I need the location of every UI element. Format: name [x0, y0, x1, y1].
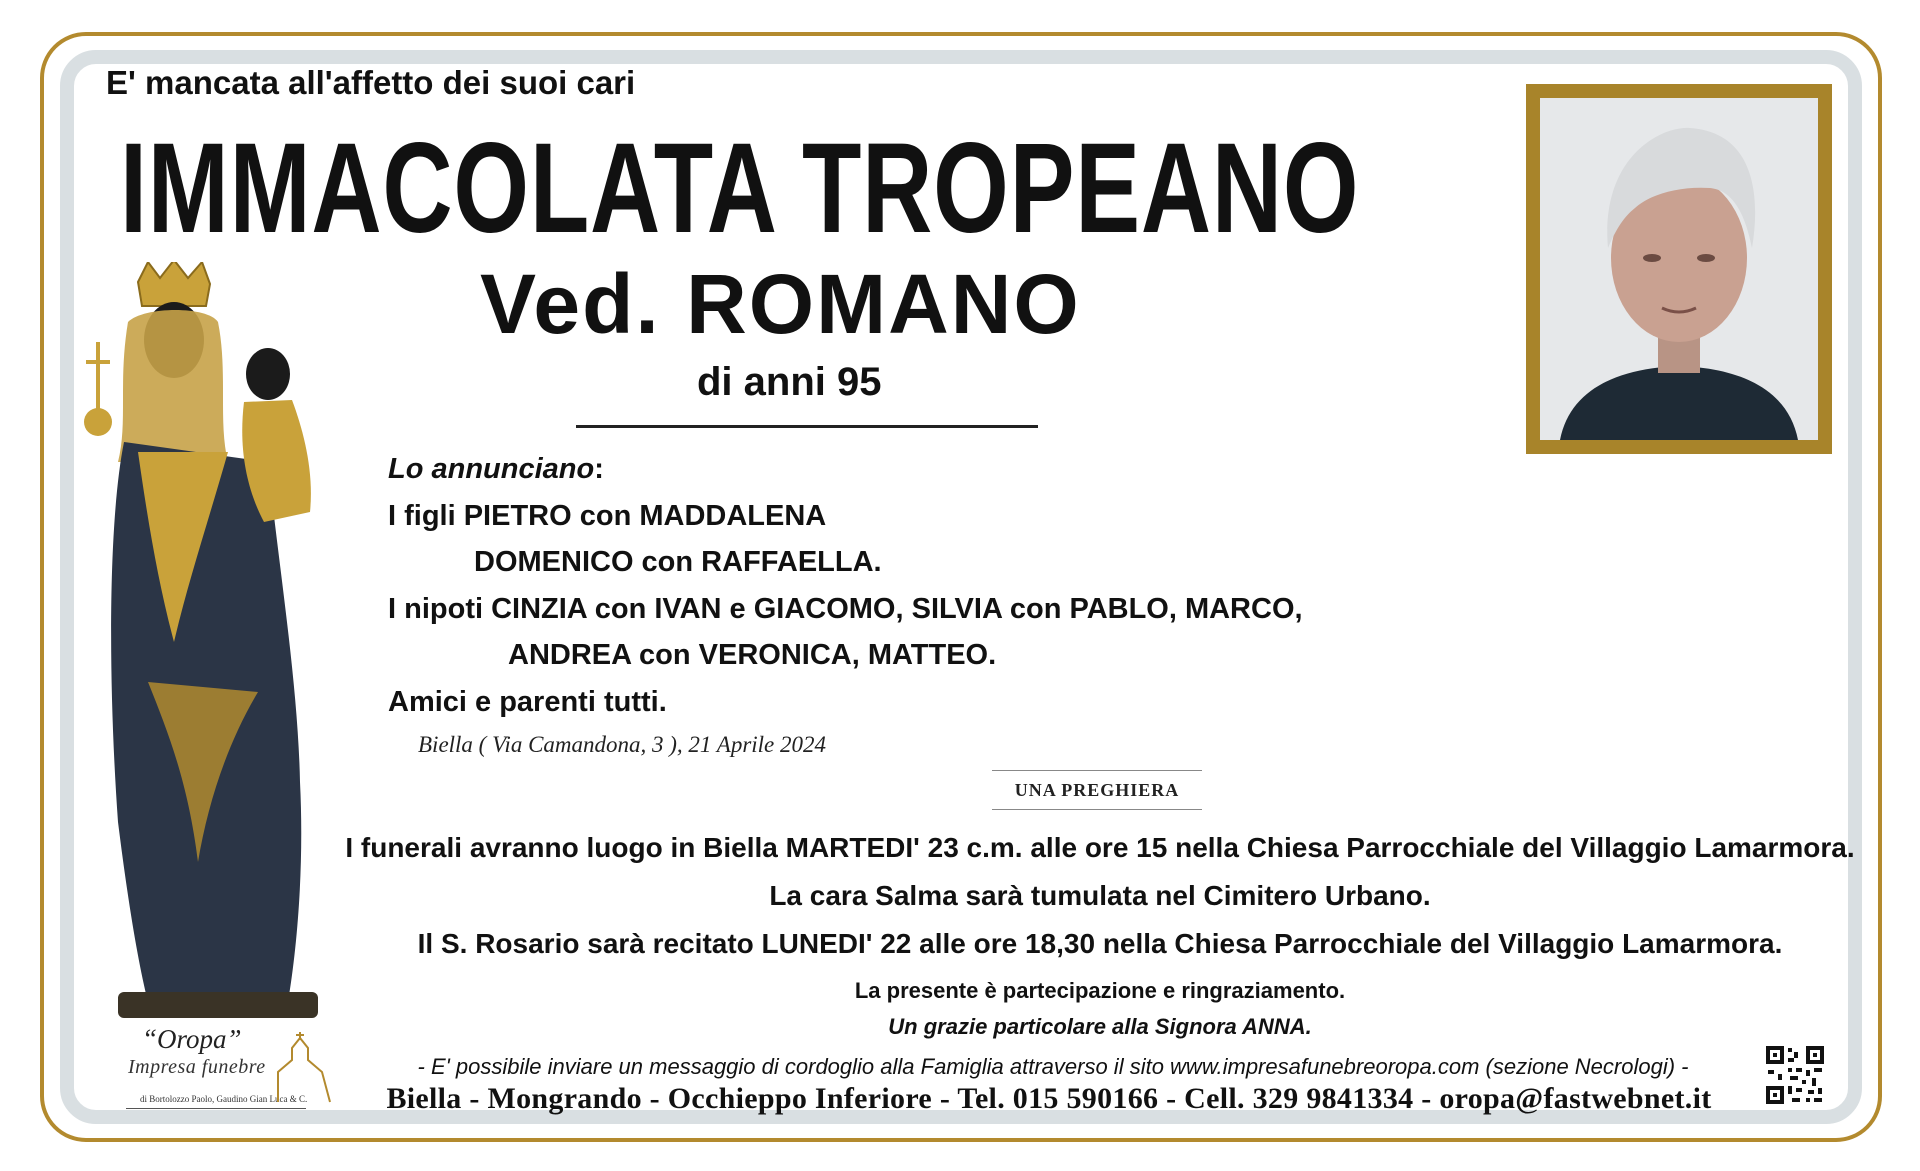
special-thanks-line: Un grazie particolare alla Signora ANNA. [888, 1014, 1312, 1039]
madonna-statue-icon [78, 262, 348, 1022]
qr-code-icon[interactable] [1764, 1044, 1826, 1106]
announcement-block [388, 446, 1303, 725]
logo-small-text: di Bortolozzo Paolo, Gaudino Gian Luca & C. [140, 1094, 308, 1104]
announcement-lead: Lo annunciano: [388, 453, 604, 485]
divider-rule [576, 425, 1038, 428]
announcement-line: I nipoti CINZIA con IVAN e GIACOMO, SILVIA con PABLO, MARCO, [388, 592, 1303, 625]
portrait-photo [1526, 84, 1832, 454]
portrait-image [1540, 98, 1818, 440]
thanks-line: La presente è partecipazione e ringraziamento. [854, 978, 1346, 1003]
announcement-line: ANDREA con VERONICA, MATTEO. [508, 639, 997, 671]
footer-contacts: Biella - Mongrando - Occhieppo Inferiore - Tel. 015 590166 - Cell. 329 9841334 - oropa@fastwebnet.it [386, 1082, 1712, 1115]
qr-code-graphic [1764, 1044, 1826, 1106]
funeral-home-logo [116, 1022, 342, 1114]
burial-line: La cara Salma sarà tumulata nel Cimitero Urbano. [769, 880, 1431, 911]
announcement-line: Amici e parenti tutti. [388, 685, 667, 718]
announcement-line: DOMENICO con RAFFAELLA. [474, 546, 882, 578]
place-date: Biella ( Via Camandona, 3 ), 21 Aprile 2024 [418, 732, 827, 757]
logo-title: “Oropa” [142, 1024, 242, 1054]
age: di anni 95 [697, 360, 882, 404]
funeral-line: I funerali avranno luogo in Biella MARTEDI' 23 c.m. alle ore 15 nella Chiesa Parrocchiale del Villaggio Lamarmora. [345, 832, 1855, 863]
church-outline-icon [272, 1032, 336, 1104]
rosary-line: Il S. Rosario sarà recitato LUNEDI' 22 alle ore 18,30 nella Chiesa Parrocchiale del Villaggio Lamarmora. [417, 928, 1783, 959]
widow-of: Ved. ROMANO [480, 257, 1081, 351]
announcement-line: I figli PIETRO con MADDALENA [388, 499, 827, 532]
prayer-link[interactable]: UNA PREGHIERA [992, 770, 1202, 810]
logo-subtitle: Impresa funebre [128, 1056, 266, 1078]
deceased-name: IMMACOLATA TROPEANO [120, 117, 1360, 260]
logo-rule [126, 1108, 306, 1109]
intro-text: E' mancata all'affetto dei suoi cari [106, 64, 636, 101]
footer-message: - E' possibile inviare un messaggio di cordoglio alla Famiglia attraverso il sito www.impresafunebreoropa.com (sezione Necrologi) - [417, 1054, 1689, 1079]
statue-illustration [78, 262, 348, 1022]
